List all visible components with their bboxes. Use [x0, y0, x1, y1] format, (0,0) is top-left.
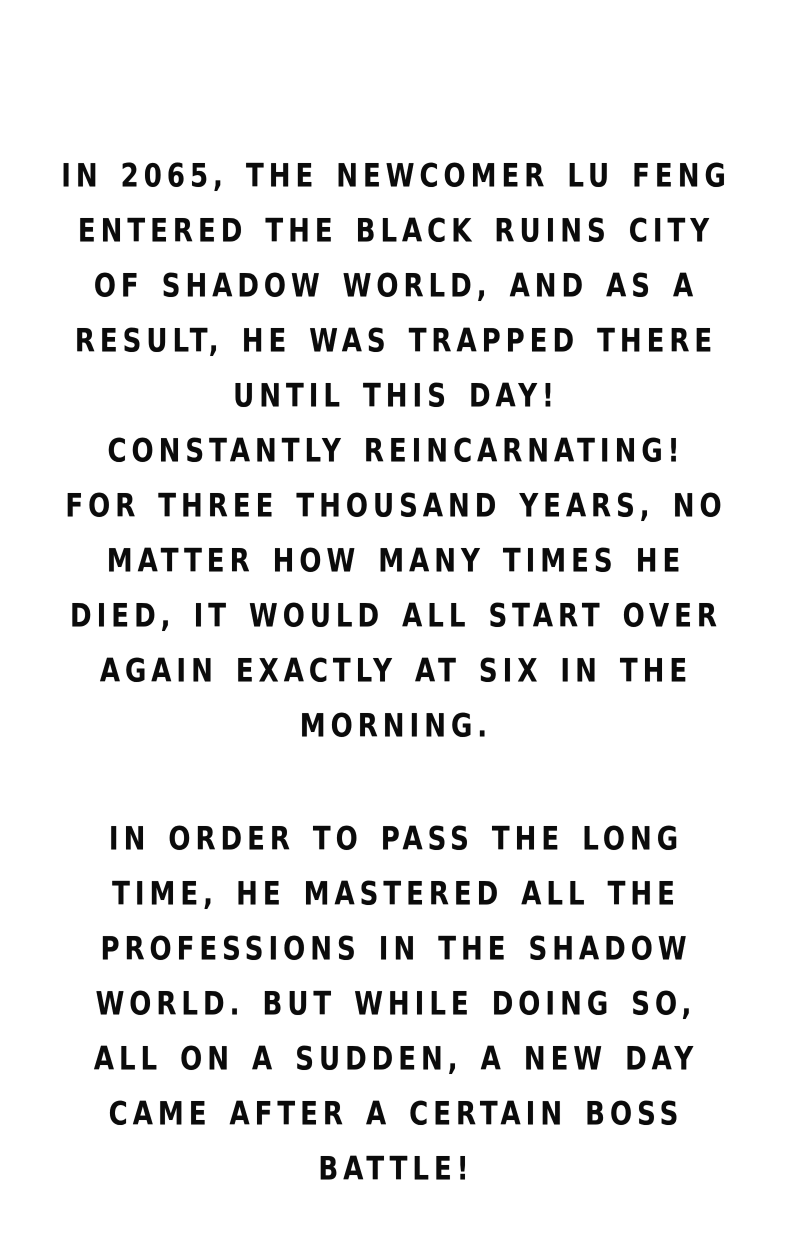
synopsis-line: DIED, IT WOULD ALL START OVER — [70, 598, 722, 636]
synopsis-line: BATTLE! — [318, 1151, 474, 1189]
synopsis-line: ALL ON A SUDDEN, A NEW DAY — [93, 1041, 699, 1079]
synopsis-line: MATTER HOW MANY TIMES HE — [106, 543, 686, 581]
synopsis-line: OF SHADOW WORLD, AND AS A — [93, 268, 699, 306]
synopsis-line: FOR THREE THOUSAND YEARS, NO — [65, 488, 727, 526]
synopsis-line: PROFESSIONS IN THE SHADOW — [100, 931, 692, 969]
synopsis-line: UNTIL THIS DAY! — [233, 378, 559, 416]
synopsis-line: IN 2065, THE NEWCOMER LU FENG — [61, 158, 731, 196]
synopsis-line: WORLD. BUT WHILE DOING SO, — [95, 986, 697, 1024]
synopsis-line: AGAIN EXACTLY AT SIX IN THE — [99, 653, 693, 691]
synopsis-line: TIME, HE MASTERED ALL THE — [112, 876, 680, 914]
synopsis-paragraph-2 — [38, 813, 754, 1198]
synopsis-line: RESULT, HE WAS TRAPPED THERE — [74, 323, 718, 361]
synopsis-line: CONSTANTLY REINCARNATING! — [107, 433, 685, 471]
synopsis-line: IN ORDER TO PASS THE LONG — [108, 821, 684, 859]
synopsis-line: CAME AFTER A CERTAIN BOSS — [108, 1096, 684, 1134]
synopsis-paragraph-1 — [38, 150, 754, 755]
synopsis-line: MORNING. — [299, 708, 493, 746]
synopsis-line: ENTERED THE BLACK RUINS CITY — [77, 213, 715, 251]
